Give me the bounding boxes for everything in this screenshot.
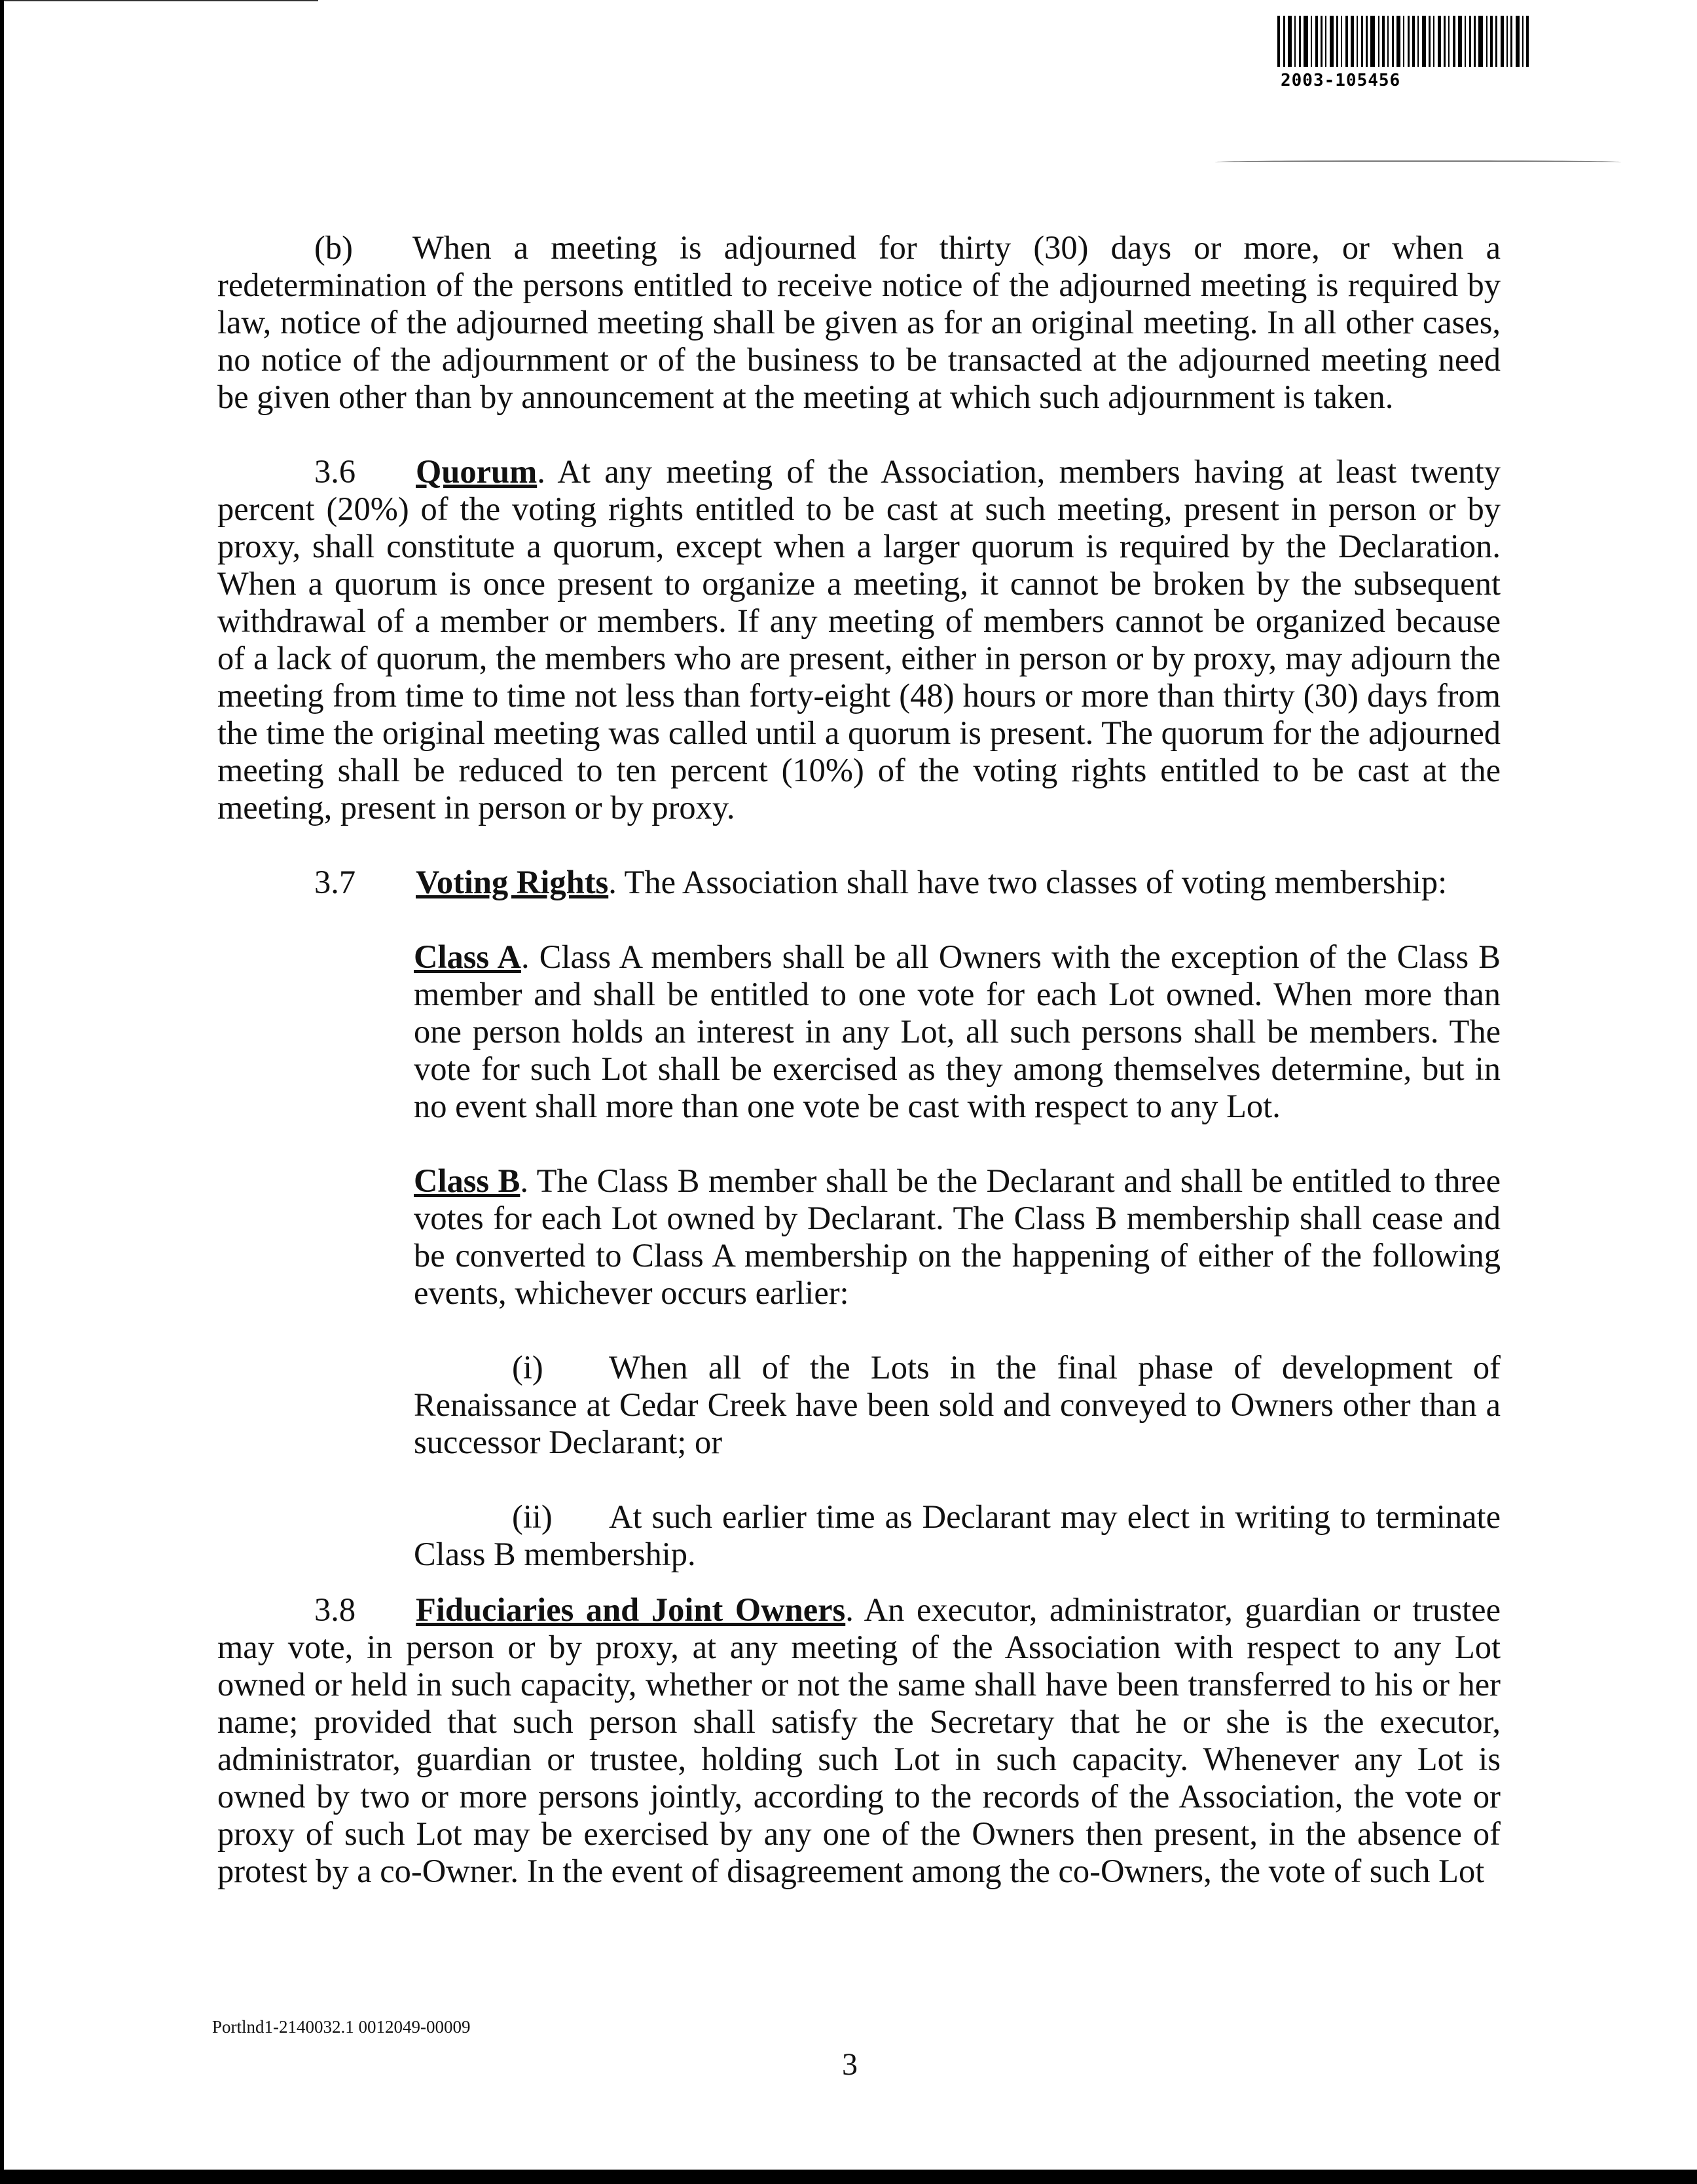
item-i-text: When all of the Lots in the final phase of development of Renaissance at Cedar Creek have been sold and conveyed to Owners other than a successor Declarant; or	[414, 1349, 1501, 1460]
barcode-number: 2003-105456	[1281, 71, 1401, 90]
page-number: 3	[842, 2047, 858, 2082]
section-3-6-text: . At any meeting of the Association, members having at least twenty percent (20%) of the voting rights entitled to be cast at such meeting, present in person or by proxy, shall constitute a quorum, except when a larger quorum is required by the Declaration. When a quorum is once present to organize a meeting, it cannot be broken by the subsequent withdrawal of a member or members. If any meeting of members cannot be organized because of a lack of quorum, the members who are present, either in person or by proxy, may adjourn the meeting from time to time not less than forty-eight (48) hours or more than thirty (30) days from the time the original meeting was called until a quorum is present. The quorum for the adjourned meeting shall be reduced to ten percent (10%) of the voting rights entitled to be cast at the meeting, present in person or by proxy.	[217, 453, 1501, 826]
section-3-7-number: 3.7	[314, 864, 356, 900]
section-3-7-text: . The Association shall have two classes of voting membership:	[608, 864, 1448, 900]
class-a-text: . Class A members shall be all Owners with the exception of the Class B member and shall be entitled to one vote for each Lot owned. When more than one person holds an interest in any Lot, all such persons shall be members. The vote for such Lot shall be exercised as they among themselves determine, but in no event shall more than one vote be cast with respect to any Lot.	[414, 938, 1501, 1124]
item-i	[414, 1349, 1501, 1461]
section-3-6-heading: Quorum	[416, 453, 538, 490]
class-a-heading: Class A	[414, 938, 521, 975]
item-ii	[414, 1498, 1501, 1573]
paragraph-b	[217, 229, 1501, 416]
section-3-6	[217, 453, 1501, 826]
class-a-paragraph	[414, 938, 1501, 1125]
class-b-text: . The Class B member shall be the Declarant and shall be entitled to three votes for each Lot owned by Declarant. The Class B membership shall cease and be converted to Class A membership on the happening of either of the following events, whichever occurs earlier:	[414, 1162, 1501, 1311]
stamp-line	[1215, 160, 1621, 164]
footer-document-id: Portlnd1-2140032.1 0012049-00009	[212, 2017, 471, 2037]
item-i-label: (i)	[512, 1349, 543, 1386]
class-b-paragraph	[414, 1162, 1501, 1312]
item-ii-label: (ii)	[512, 1498, 553, 1535]
barcode-icon	[1277, 16, 1575, 67]
item-ii-text: At such earlier time as Declarant may elect in writing to terminate Class B membership.	[414, 1498, 1501, 1572]
section-3-6-number: 3.6	[314, 453, 356, 490]
paragraph-b-label: (b)	[314, 229, 353, 266]
section-3-8-text: . An executor, administrator, guardian or trustee may vote, in person or by proxy, at any meeting of the Association with respect to any Lot owned or held in such capacity, whether or not the same shall have been transferred to his or her name; provided that such person shall satisfy the Secretary that he or she is the executor, administrator, guardian or trustee, holding such Lot in such capacity. Whenever any Lot is owned by two or more persons jointly, according to the records of the Association, the vote or proxy of such Lot may be exercised by any one of the Owners then present, in the absence of protest by a co-Owner. In the event of disagreement among the co-Owners, the vote of such Lot	[217, 1591, 1501, 1889]
class-b-heading: Class B	[414, 1162, 520, 1199]
document-body	[217, 229, 1501, 1890]
paragraph-b-text: When a meeting is adjourned for thirty (30) days or more, or when a redetermination of the persons entitled to receive notice of the adjourned meeting is required by law, notice of the adjourned meeting shall be given as for an original meeting. In all other cases, no notice of the adjournment or of the business to be transacted at the adjourned meeting need be given other than by announcement at the meeting at which such adjournment is taken.	[217, 229, 1501, 415]
section-3-7	[217, 864, 1501, 901]
section-3-7-heading: Voting Rights	[416, 864, 609, 900]
section-3-8-heading: Fiduciaries and Joint Owners	[416, 1591, 846, 1628]
scan-edge-line	[4, 0, 318, 1]
section-3-8	[217, 1591, 1501, 1890]
section-3-8-number: 3.8	[314, 1591, 356, 1628]
